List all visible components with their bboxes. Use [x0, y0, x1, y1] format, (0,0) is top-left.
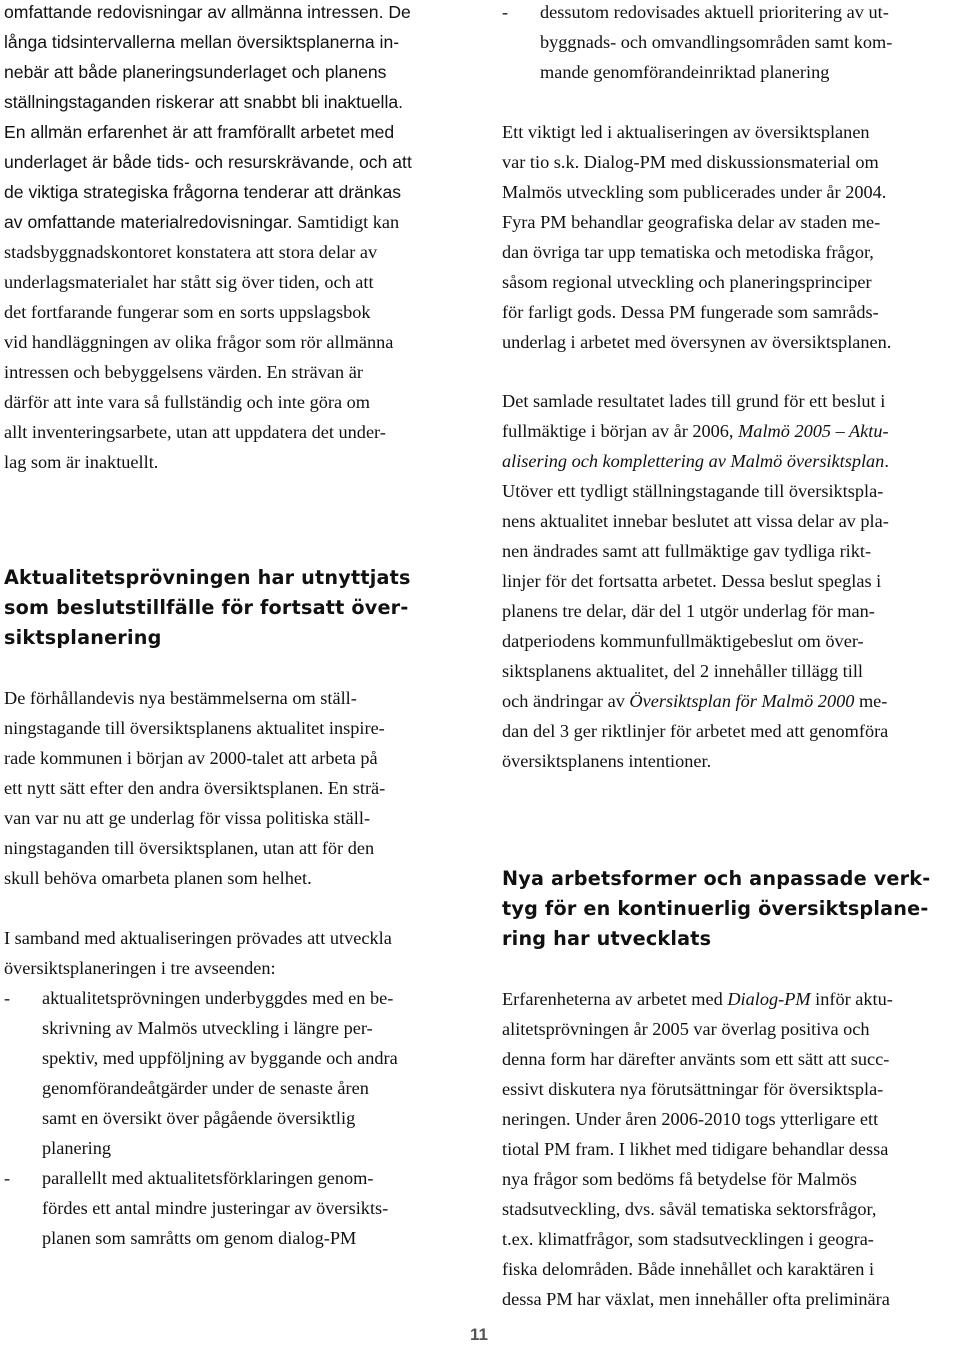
text-line: [4, 207, 399, 237]
text-run: .: [884, 451, 889, 471]
list-item-text: dessutom redovisades aktuell prioritering av ut-: [540, 2, 889, 22]
text-run: Erfarenheterna av arbetet med: [502, 989, 728, 1009]
text-line: nebär att både planeringsunderlaget och planens: [4, 62, 387, 82]
text-line: I samband med aktualiseringen prövades att utveckla: [4, 928, 392, 948]
text-line: Ett viktigt led i aktualiseringen av översiktsplanen: [502, 122, 870, 142]
text-line: omfattande redovisningar av allmänna intressen. De: [4, 2, 411, 22]
text-run: inför aktu-: [810, 989, 893, 1009]
bullet-dash: -: [4, 988, 11, 1008]
text-line: underlagsmaterialet har stått sig över tiden, och att: [4, 272, 374, 292]
heading-line: Nya arbetsformer och anpassade verk-: [502, 867, 931, 890]
heading-line: tyg för en kontinuerlig översiktsplane-: [502, 897, 929, 920]
text-line: [502, 984, 893, 1014]
text-run: fullmäktige i början av år 2006,: [502, 421, 739, 441]
list-item-continuation: [4, 1193, 462, 1223]
text-line: Utöver ett tydligt ställningstagande till översiktspla-: [502, 481, 884, 501]
document-title-reference: Dialog-PM: [727, 989, 811, 1009]
list-item-text: parallellt med aktualitetsförklaringen genom-: [42, 1168, 374, 1188]
text-line: skull behöva omarbeta planen som helhet.: [4, 868, 312, 888]
text-line: ett nytt sätt efter den andra översiktsplanen. En strä-: [4, 778, 386, 798]
list-item-text: aktualitetsprövningen underbyggdes med en be-: [42, 988, 394, 1008]
list-item-continuation: [4, 1103, 462, 1133]
text-line: En allmän erfarenhet är att framförallt arbetet med: [4, 122, 395, 142]
text-line: essivt diskutera nya förutsättningar för översiktspla-: [502, 1079, 884, 1099]
list-item-text: genomförandeåtgärder under de senaste åren: [42, 1078, 369, 1098]
list-item-continuation: [4, 1223, 462, 1253]
text-line: underlaget är både tids- och resurskrävande, och att: [4, 152, 412, 172]
text-line: dan del 3 ger riktlinjer för arbetet med att genomföra: [502, 721, 889, 741]
document-title-reference: alisering och komplettering av Malmö översiktsplan: [502, 451, 885, 471]
heading-line: ring har utvecklats: [502, 927, 712, 950]
text-line: ningstagande till översiktsplanens aktualitet inspire-: [4, 718, 385, 738]
text-line: t.ex. klimatfrågor, som stadsutvecklingen i geogra-: [502, 1229, 874, 1249]
document-title-reference: Översiktsplan för Malmö 2000: [629, 691, 855, 711]
list-item-text: samt en översikt över pågående översiktlig: [42, 1108, 356, 1128]
text-line: nya frågor som bedöms få betydelse för Malmös: [502, 1169, 857, 1189]
list-item-text: mande genomförandeinriktad planering: [540, 62, 830, 82]
list-item-text: planering: [42, 1138, 112, 1158]
list-item-text: planen som samråtts om genom dialog-PM: [42, 1228, 357, 1248]
text-line: Malmös utveckling som publicerades under år 2004.: [502, 182, 887, 202]
text-line: var tio s.k. Dialog-PM med diskussionsmaterial om: [502, 152, 879, 172]
list-item-text: spektiv, med uppföljning av byggande och andra: [42, 1048, 398, 1068]
list-item-continuation: [502, 27, 958, 57]
text-run: Samtidigt kan: [292, 212, 400, 232]
text-line: [502, 686, 887, 716]
text-run: och ändringar av: [502, 691, 630, 711]
list-item-continuation: [4, 1013, 462, 1043]
heading-line: som beslutstillfälle för fortsatt över-: [4, 596, 409, 619]
list-item: [502, 0, 958, 27]
text-line: Det samlade resultatet lades till grund för ett beslut i: [502, 391, 886, 411]
list-item-text: skrivning av Malmös utveckling i längre per-: [42, 1018, 373, 1038]
page-number: 11: [470, 1325, 488, 1344]
text-line: det fortfarande fungerar som en sorts uppslagsbok: [4, 302, 371, 322]
text-line: översiktsplanens intentioner.: [502, 751, 712, 771]
text-line: De förhållandevis nya bestämmelserna om ställ-: [4, 688, 357, 708]
text-line: denna form har därefter använts som ett sätt att succ-: [502, 1049, 890, 1069]
text-line: för farligt gods. Dessa PM fungerade som samråds-: [502, 302, 879, 322]
text-line: de viktiga strategiska frågorna tenderar att dränkas: [4, 182, 402, 202]
text-run: av omfattande materialredovisningar.: [4, 212, 293, 232]
list-item: [4, 983, 462, 1013]
text-line: dessa PM har växlat, men innehåller ofta preliminära: [502, 1289, 890, 1309]
text-line: underlag i arbetet med översynen av översiktsplanen.: [502, 332, 892, 352]
text-line: neringen. Under åren 2006-2010 togs ytterligare ett: [502, 1109, 879, 1129]
list-item-continuation: [4, 1133, 462, 1163]
text-line: stadsutveckling, dvs. såväl tematiska sektorsfrågor,: [502, 1199, 877, 1219]
text-line: ningstaganden till översiktsplanen, utan att för den: [4, 838, 375, 858]
text-line: rade kommunen i början av 2000-talet att arbeta på: [4, 748, 378, 768]
text-line: planens tre delar, där del 1 utgör underlag för man-: [502, 601, 875, 621]
heading-line: siktsplanering: [4, 626, 162, 649]
text-line: lag som är inaktuellt.: [4, 452, 159, 472]
list-item-text: byggnads- och omvandlingsområden samt kom-: [540, 32, 893, 52]
text-line: därför att inte vara så fullständig och inte göra om: [4, 392, 371, 412]
text-line: översiktsplaneringen i tre avseenden:: [4, 958, 276, 978]
text-line: långa tidsintervallerna mellan översiktsplanerna in-: [4, 32, 400, 52]
text-line: alitetsprövningen år 2005 var överlag positiva och: [502, 1019, 870, 1039]
text-line: Fyra PM behandlar geografiska delar av staden me-: [502, 212, 881, 232]
text-run: me-: [854, 691, 888, 711]
list-item-continuation: [502, 57, 958, 87]
list-item: [4, 1163, 462, 1193]
text-line: dan övriga tar upp tematiska och metodiska frågor,: [502, 242, 874, 262]
text-line: van var nu att ge underlag för vissa politiska ställ-: [4, 808, 371, 828]
text-line: såsom regional utveckling och planeringsprinciper: [502, 272, 872, 292]
text-line: [502, 416, 889, 446]
bullet-dash: -: [4, 1168, 11, 1188]
text-line: nen ändrades samt att fullmäktige gav tydliga rikt-: [502, 541, 872, 561]
text-line: stadsbyggnadskontoret konstatera att stora delar av: [4, 242, 378, 262]
text-line: vid handläggningen av olika frågor som rör allmänna: [4, 332, 394, 352]
text-line: ställningstaganden riskerar att snabbt bli inaktuella.: [4, 92, 404, 112]
text-line: allt inventeringsarbete, utan att uppdatera det under-: [4, 422, 386, 442]
text-line: linjer för det fortsatta arbetet. Dessa beslut speglas i: [502, 571, 882, 591]
list-item-continuation: [4, 1043, 462, 1073]
text-line: siktsplanens aktualitet, del 2 innehåller tillägg till: [502, 661, 863, 681]
text-line: [502, 446, 889, 476]
heading-line: Aktualitetsprövningen har utnyttjats: [4, 566, 411, 589]
list-item-text: fördes ett antal mindre justeringar av översikts-: [42, 1198, 389, 1218]
text-line: intressen och bebyggelsens värden. En strävan är: [4, 362, 363, 382]
document-title-reference: Malmö 2005 – Aktu-: [738, 421, 889, 441]
text-line: tiotal PM fram. I likhet med tidigare behandlar dessa: [502, 1139, 889, 1159]
text-line: datperiodens kommunfullmäktigebeslut om över-: [502, 631, 864, 651]
text-line: nens aktualitet innebar beslutet att vissa delar av pla-: [502, 511, 889, 531]
list-item-continuation: [4, 1073, 462, 1103]
text-line: fiska delområden. Både innehållet och karaktären i: [502, 1259, 875, 1279]
bullet-dash: -: [502, 2, 509, 22]
